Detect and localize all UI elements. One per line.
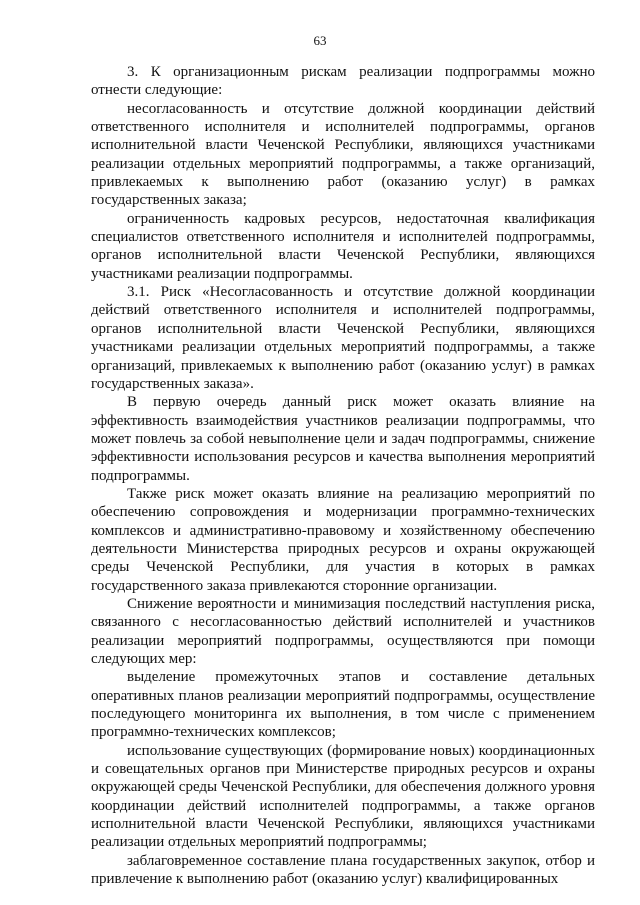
paragraph: Снижение вероятности и минимизация последствий наступления риска, связанного с несогласованностью действий исполнителей и участников реализации мероприятий подпрограммы, осуществляются при помощи следующих мер: <box>91 595 595 667</box>
paragraph: 3.1. Риск «Несогласованность и отсутствие должной координации действий ответственного исполнителя и исполнителей подпрограммы, органов исполнительной власти Чеченской Республики, являющихся участниками реализации отдельных мероприятий подпрограммы, а также организаций, привлекаемых к выполнению работ (оказанию услуг) в рамках государственных заказа». <box>91 284 595 392</box>
document-body <box>91 63 595 888</box>
paragraph: 3. К организационным рискам реализации подпрограммы можно отнести следующие: <box>91 64 595 99</box>
paragraph: использование существующих (формирование новых) координационных и совещательных органов при Министерстве природных ресурсов и охраны окружающей среды Чеченской Республики, для обеспечения должного уровня координации действий исполнителей подпрограммы, а также органов исполнительной власти Чеченской Республики, являющихся участниками реализации отдельных мероприятий подпрограммы; <box>91 742 595 851</box>
page-number: 63 <box>313 33 327 48</box>
paragraph: выделение промежуточных этапов и составление детальных оперативных планов реализации мероприятий подпрограммы, осуществление последующего мониторинга их выполнения, в том числе с применением программно-технических комплексов; <box>91 669 595 741</box>
paragraph: В первую очередь данный риск может оказать влияние на эффективность взаимодействия участников реализации подпрограммы, что может повлечь за собой невыполнение цели и задач подпрограммы, снижение эффективности использования ресурсов и качества выполнения мероприятий подпрограммы. <box>91 394 595 484</box>
paragraph: Также риск может оказать влияние на реализацию мероприятий по обеспечению сопровождения и модернизации программно-технических комплексов и административно-правовому и хозяйственному обеспечению деятельности Министерства природных ресурсов и охраны окружающей среды Чеченской Республики, для участия в которых в рамках государственного заказа привлекаются сторонние организации. <box>91 485 595 594</box>
paragraph: ограниченность кадровых ресурсов, недостаточная квалификация специалистов ответственного исполнителя и исполнителей подпрограммы, органов исполнительной власти Чеченской Республики, являющихся участниками реализации подпрограммы. <box>91 210 595 282</box>
paragraph: несогласованность и отсутствие должной координации действий ответственного исполнителя и исполнителей подпрограммы, органов исполнительной власти Чеченской Республики, являющихся участниками реализации отдельных мероприятий подпрограммы, а также организаций, привлекаемых к выполнению работ (оказанию услуг) в рамках государственных заказа; <box>91 100 595 209</box>
paragraph: заблаговременное составление плана государственных закупок, отбор и привлечение к выполнению работ (оказанию услуг) квалифицированных <box>91 852 595 888</box>
